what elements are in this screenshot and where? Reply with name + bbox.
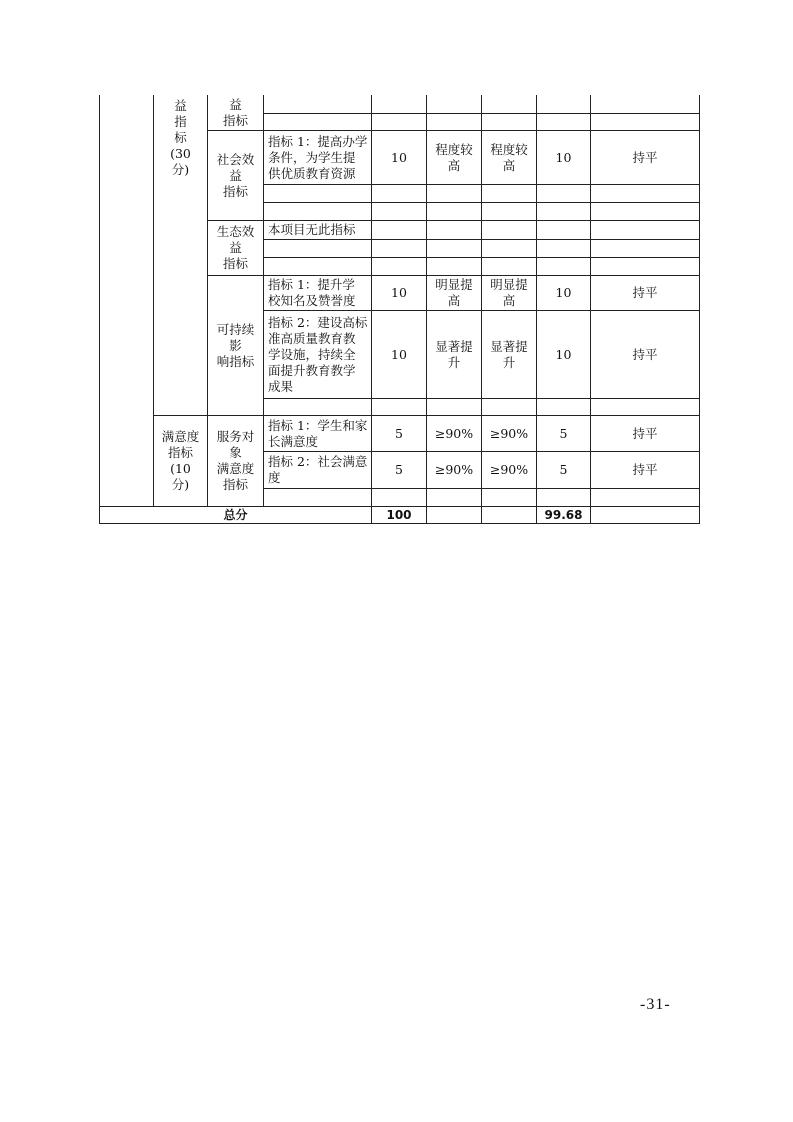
table-cell-weight: 10 [391,149,407,165]
ecological-benefit-label: 生态效 益 指标 [216,224,255,271]
table-cell-indicator: 指标 1：学生和家 长满意度 [268,417,368,449]
table-cell-actual: ≥90% [489,462,529,477]
table-cell-score: 5 [559,425,568,441]
social-benefit-label: 社会效 益 指标 [216,151,255,199]
total-label: 总分 [223,508,248,522]
table-cell-remark: 持平 [632,425,658,441]
service-object-satisfaction-label: 服务对 象 满意度 指标 [216,429,255,492]
table-cell-weight: 10 [391,346,407,362]
total-score: 99.68 [544,508,583,522]
total-weight: 100 [386,508,412,522]
table-cell-target: 明显提 高 [435,277,473,308]
table-cell-target: 程度较 高 [435,141,473,173]
table-cell-score: 5 [559,462,568,477]
table-cell-indicator: 本项目无此指标 [268,222,356,237]
satisfaction-category-label: 满意度 指标 (10 分) [161,429,200,492]
table-cell-weight: 5 [395,462,403,477]
benefit-subcategory-label: 益 指标 [222,97,248,128]
table-cell-indicator: 指标 1：提升学 校知名及赞誉度 [268,277,356,308]
table-cell-target: ≥90% [434,425,474,441]
table-cell-weight: 10 [391,285,407,300]
table-cell-remark: 持平 [632,346,658,362]
page-number: -31- [640,996,671,1013]
table-cell-indicator: 指标 2：社会满意 度 [268,454,368,485]
table-cell-remark: 持平 [632,285,658,300]
table-cell-remark: 持平 [632,149,658,165]
table-cell-actual: 明显提 高 [490,277,528,308]
table-cell-target: ≥90% [434,462,474,477]
table-cell-score: 10 [555,149,572,165]
table-cell-actual: ≥90% [489,425,529,441]
table-cell-weight: 5 [395,425,403,441]
table-cell-score: 10 [555,346,572,362]
table-cell-remark: 持平 [632,462,658,477]
table-cell-indicator: 指标 2：建设高标 准高质量教育教 学设施，持续全 面提升教育教学 成果 [268,314,368,394]
table-cell-score: 10 [555,285,572,300]
table-cell-target: 显著提 升 [435,338,473,370]
table-cell-actual: 程度较 高 [490,141,528,173]
sustainable-impact-label: 可持续 影 响指标 [216,321,255,369]
benefit-indicator-category-label: 益 指 标 (30 分) [170,98,191,177]
table-cell-indicator: 指标 1：提高办学 条件，为学生提 供优质教育资源 [268,133,368,181]
table-cell-actual: 显著提 升 [490,338,528,370]
